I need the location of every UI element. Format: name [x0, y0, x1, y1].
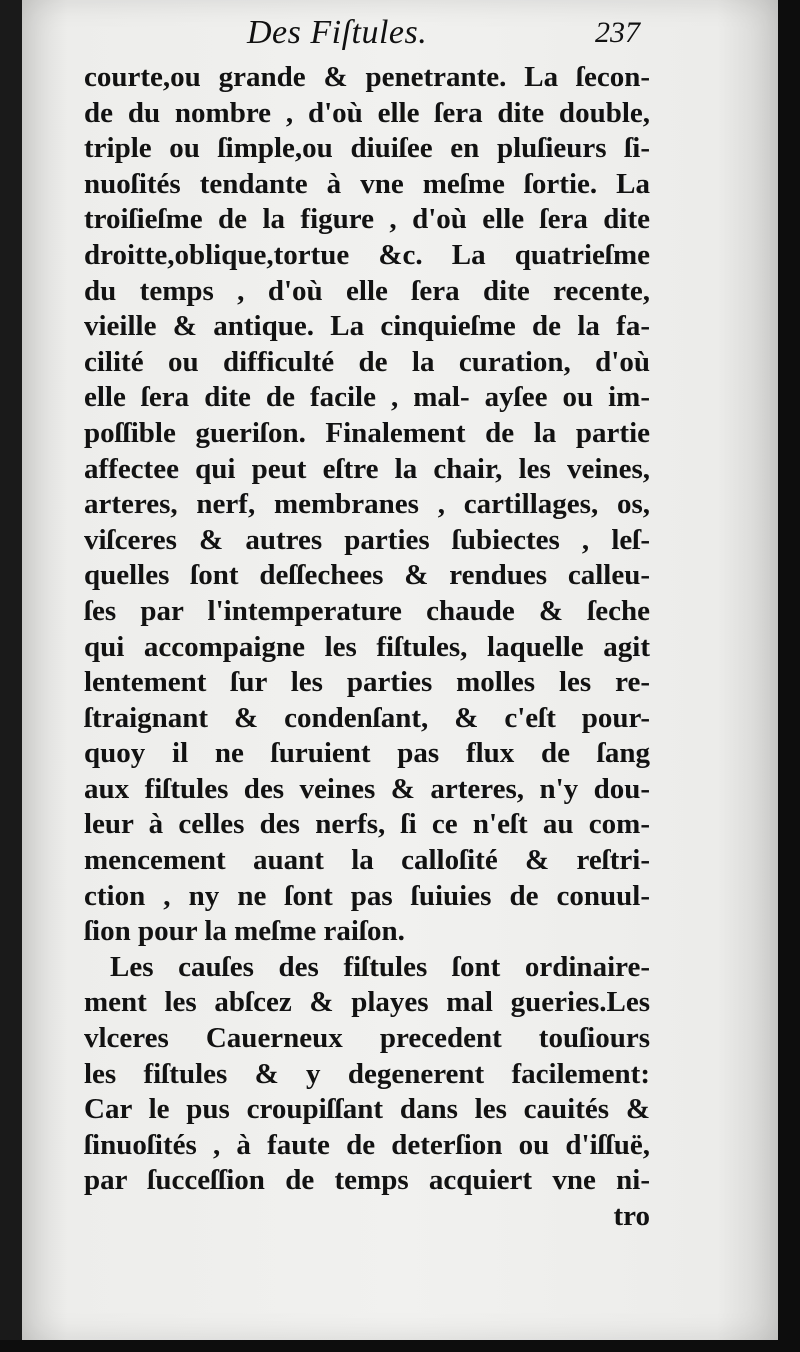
text-line: quoy il ne ſuruient pas flux de ſang — [84, 737, 650, 770]
text-line: quelles ſont deſſechees & rendues calleu- — [84, 559, 650, 592]
text-line: viſceres & autres parties ſubiectes , leſ- — [84, 523, 650, 556]
text-line: lentement ſur les parties molles les re- — [84, 666, 650, 699]
body-text — [84, 60, 650, 1235]
text-line: de du nombre , d'où elle ſera dite double, — [84, 96, 650, 129]
text-line: vlceres Cauerneux precedent touſiours — [84, 1022, 650, 1055]
text-line: ction , ny ne ſont pas ſuiuies de conuul- — [84, 879, 650, 912]
text-line: aux fiſtules des veines & arteres, n'y dou- — [84, 772, 650, 805]
text-line: mencement auant la calloſité & reſtri- — [84, 844, 650, 877]
text-line: arteres, nerf, membranes , cartillages, os, — [84, 488, 650, 521]
text-line: vieille & antique. La cinquieſme de la fa- — [84, 310, 650, 343]
text-line: du temps , d'où elle ſera dite recente, — [84, 274, 650, 307]
text-line: affectee qui peut eſtre la chair, les veines, — [84, 452, 650, 485]
page-number: 237 — [595, 16, 640, 49]
text-line: Les cauſes des fiſtules ſont ordinaire- — [110, 950, 650, 983]
text-line: triple ou ſimple,ou diuiſee en pluſieurs ſi- — [84, 132, 650, 165]
paragraph-2 — [84, 950, 650, 1199]
text-line: nuoſités tendante à vne meſme ſortie. La — [84, 167, 650, 200]
text-line: droitte,oblique,tortue &c. La quatrieſme — [84, 238, 650, 271]
running-title: Des Fiſtules. — [247, 14, 428, 51]
scan-border-bottom — [0, 1340, 800, 1352]
text-line: ſion pour la meſme raiſon. — [84, 915, 405, 948]
text-line: qui accompaigne les fiſtules, laquelle agit — [84, 630, 650, 663]
text-line: ſinuoſités , à faute de deterſion ou d'iſſuë, — [84, 1128, 650, 1161]
text-line: elle ſera dite de facile , mal- ayſee ou im- — [84, 381, 650, 414]
text-line: troiſieſme de la figure , d'où elle ſera dite — [84, 203, 650, 236]
text-line: par ſucceſſion de temps acquiert vne ni- — [84, 1164, 650, 1197]
text-line: Car le pus croupiſſant dans les cauités & — [84, 1093, 650, 1126]
text-line: leur à celles des nerfs, ſi ce n'eſt au com- — [84, 808, 650, 841]
text-line: courte,ou grande & penetrante. La ſecon- — [84, 61, 650, 93]
text-line: ſtraignant & condenſant, & c'eſt pour- — [84, 701, 650, 734]
book-page — [22, 0, 778, 1340]
text-line: les fiſtules & y degenerent facilement: — [84, 1057, 650, 1090]
scan-border-right — [778, 0, 800, 1352]
paragraph-1 — [84, 60, 650, 950]
text-line: cilité ou difficulté de la curation, d'où — [84, 345, 650, 378]
catchword: tro — [613, 1200, 650, 1232]
text-line: ment les abſcez & playes mal gueries.Les — [84, 986, 650, 1019]
text-line: ſes par l'intemperature chaude & ſeche — [84, 594, 650, 627]
page-header — [82, 14, 648, 54]
text-line: poſſible gueriſon. Finalement de la partie — [84, 416, 650, 449]
